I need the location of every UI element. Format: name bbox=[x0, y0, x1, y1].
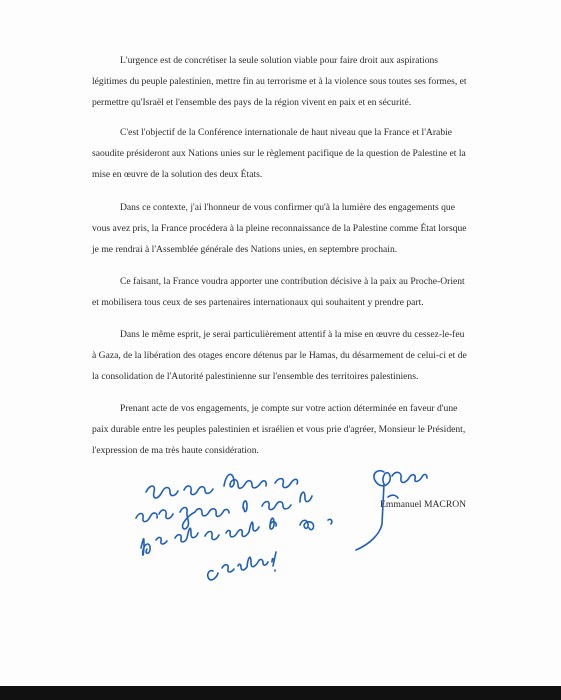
paragraph-line: je me rendrai à l'Assemblée générale des Nations unies, en septembre prochain. bbox=[92, 244, 398, 255]
paragraph-line: Dans le même esprit, je serai particulièrement attentif à la mise en œuvre du cessez-le-feu bbox=[120, 329, 465, 340]
paragraph-line: Dans ce contexte, j'ai l'honneur de vous confirmer qu'à la lumière des engagements que bbox=[120, 202, 455, 213]
paragraph-3 bbox=[92, 197, 482, 260]
paragraph-line: Ce faisant, la France voudra apporter une contribution décisive à la paix au Proche-Orient bbox=[120, 276, 465, 287]
signature-mark bbox=[356, 471, 427, 550]
paragraph-line: vous avez pris, la France procédera à la pleine reconnaissance de la Palestine comme État lorsque bbox=[92, 223, 467, 234]
paragraph-line: légitimes du peuple palestinien, mettre fin au terrorisme et à la violence sous toutes ses formes, et bbox=[92, 76, 467, 87]
handwritten-note-line-4 bbox=[208, 552, 276, 580]
paragraph-line: L'urgence est de concrétiser la seule solution viable pour faire droit aux aspirations bbox=[120, 55, 439, 66]
paragraph-line: mise en œuvre de la solution des deux États. bbox=[92, 169, 263, 180]
paragraph-line: paix durable entre les peuples palestinien et israélien et vous prie d'agréer, Monsieur le Président, bbox=[92, 424, 466, 435]
signatory-name: Emmanuel MACRON bbox=[380, 499, 467, 510]
paragraph-line: à Gaza, de la libération des otages encore détenus par le Hamas, du désarmement de celui-ci et de bbox=[92, 350, 467, 361]
paragraph-2 bbox=[92, 122, 482, 185]
paragraph-line: saoudite présideront aux Nations unies sur le règlement pacifique de la question de Palestine et la bbox=[92, 148, 466, 159]
paragraph-6 bbox=[92, 398, 482, 461]
paragraph-5 bbox=[92, 324, 482, 387]
paragraph-1 bbox=[92, 50, 482, 113]
paragraph-line: permettre qu'Israël et l'ensemble des pays de la région vivent en paix et en sécurité. bbox=[92, 97, 412, 108]
paragraph-line: et mobilisera tous ceux de ses partenaires internationaux qui souhaitent y prendre part. bbox=[92, 297, 424, 308]
paragraph-line: la consolidation de l'Autorité palestinienne sur l'ensemble des territoires palestiniens. bbox=[92, 371, 419, 382]
paragraph-line: l'expression de ma très haute considération. bbox=[92, 445, 259, 456]
paragraph-4 bbox=[92, 271, 482, 313]
bottom-bar bbox=[0, 686, 561, 700]
handwritten-note-line-3 bbox=[141, 518, 332, 555]
handwritten-note-line-1 bbox=[146, 474, 298, 498]
paragraph-line: C'est l'objectif de la Conférence internationale de haut niveau que la France et l'Arabie bbox=[120, 127, 453, 138]
paragraph-line: Prenant acte de vos engagements, je compte sur votre action déterminée en faveur d'une bbox=[120, 403, 458, 414]
handwritten-note-line-2 bbox=[136, 492, 312, 529]
